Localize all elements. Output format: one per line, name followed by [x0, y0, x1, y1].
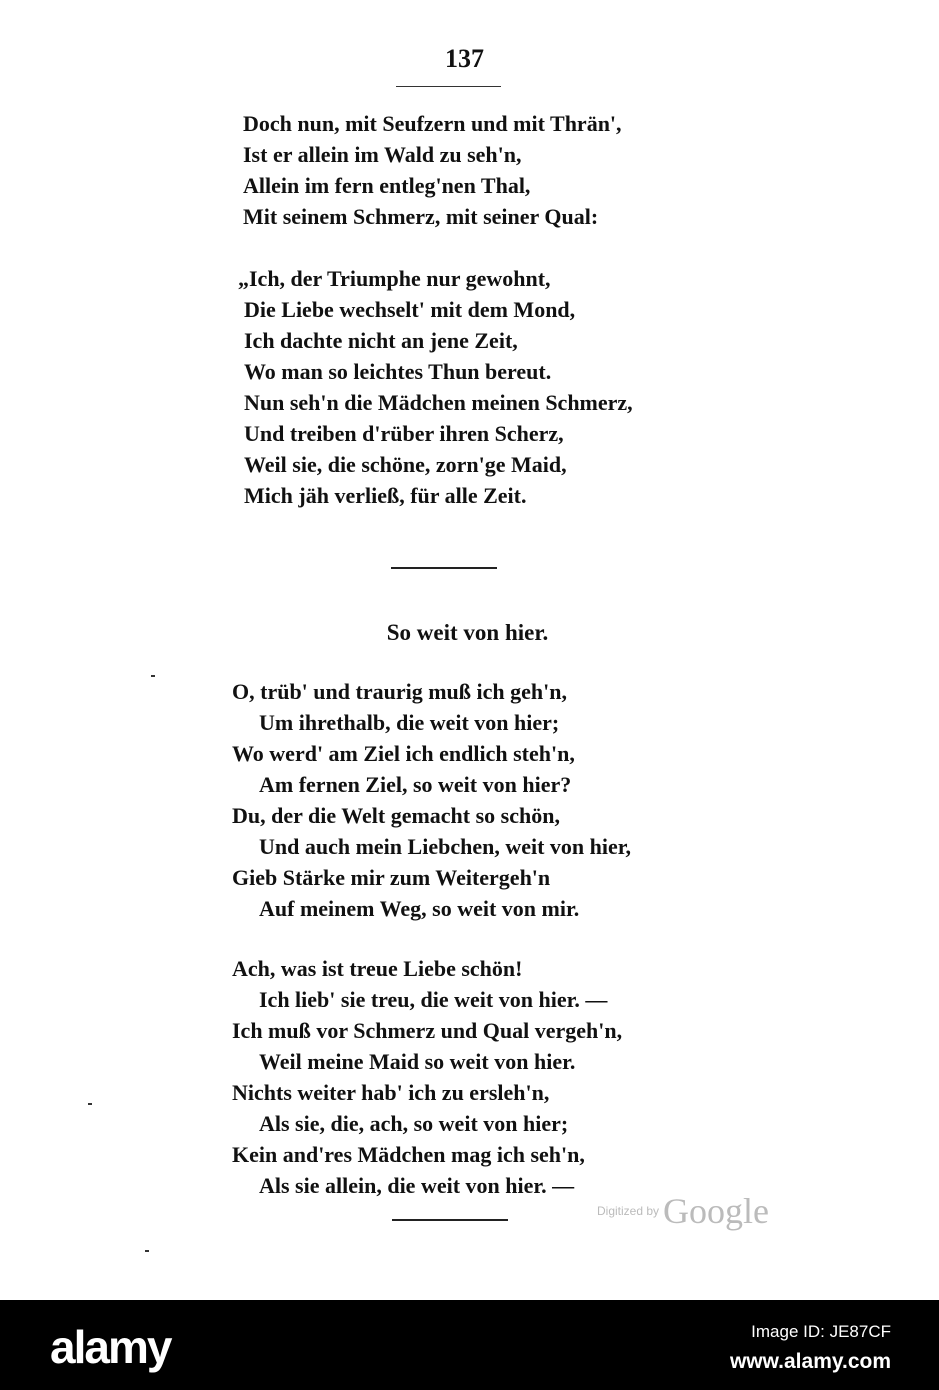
end-divider	[392, 1219, 508, 1221]
verse-line: Mich jäh verließ, für alle Zeit.	[244, 483, 527, 508]
verse-line: Allein im fern entleg'nen Thal,	[243, 173, 531, 198]
poem2-stanza-2	[232, 953, 622, 1201]
page-number: 137	[445, 44, 484, 73]
verse-line: Kein and'res Mädchen mag ich seh'n,	[232, 1142, 585, 1167]
verse-line: Um ihrethalb, die weit von hier;	[259, 710, 560, 735]
verse-line: Nun seh'n die Mädchen meinen Schmerz,	[244, 390, 633, 415]
google-logo: Google	[663, 1191, 770, 1231]
verse-line: Du, der die Welt gemacht so schön,	[232, 803, 560, 828]
verse-line: Weil meine Maid so weit von hier.	[259, 1049, 576, 1074]
alamy-footer	[0, 1300, 939, 1390]
verse-line: Nichts weiter hab' ich zu ersleh'n,	[232, 1080, 550, 1105]
scan-speck	[88, 1103, 92, 1105]
header-rule	[396, 86, 501, 87]
poem1-stanza-1	[243, 108, 622, 232]
verse-line: Ich lieb' sie treu, die weit von hier. —	[259, 987, 608, 1012]
poem1-stanza-2	[238, 263, 633, 511]
scan-speck	[145, 1250, 149, 1252]
verse-line: Die Liebe wechselt' mit dem Mond,	[244, 297, 576, 322]
verse-line: Gieb Stärke mir zum Weitergeh'n	[232, 865, 551, 890]
verse-line: Auf meinem Weg, so weit von mir.	[259, 896, 580, 921]
verse-line: Und treiben d'rüber ihren Scherz,	[244, 421, 564, 446]
google-watermark	[597, 1190, 769, 1232]
alamy-logo: alamy	[50, 1321, 171, 1373]
verse-line: Ach, was ist treue Liebe schön!	[232, 956, 523, 981]
verse-line: Wo werd' am Ziel ich endlich steh'n,	[232, 741, 575, 766]
image-id: Image ID: JE87CF	[751, 1322, 891, 1341]
verse-line: Als sie, die, ach, so weit von hier;	[259, 1111, 569, 1136]
poem2-stanza-1	[232, 676, 631, 924]
site-url: www.alamy.com	[729, 1350, 891, 1373]
verse-line: Als sie allein, die weit von hier. —	[259, 1173, 575, 1198]
verse-line: Doch nun, mit Seufzern und mit Thrän',	[243, 111, 622, 136]
verse-line: Weil sie, die schöne, zorn'ge Maid,	[244, 452, 567, 477]
digitized-by-text: Digitized by	[597, 1204, 660, 1218]
verse-line: Ist er allein im Wald zu seh'n,	[243, 142, 522, 167]
verse-line: Am fernen Ziel, so weit von hier?	[259, 772, 572, 797]
verse-line: „Ich, der Triumphe nur gewohnt,	[238, 266, 551, 291]
scan-speck	[151, 675, 155, 677]
verse-line: Mit seinem Schmerz, mit seiner Qual:	[243, 204, 599, 229]
verse-line: Und auch mein Liebchen, weit von hier,	[259, 834, 632, 859]
verse-line: Wo man so leichtes Thun bereut.	[244, 359, 552, 384]
section-divider	[391, 567, 497, 569]
verse-line: Ich muß vor Schmerz und Qual vergeh'n,	[232, 1018, 623, 1043]
poem-title: So weit von hier.	[386, 620, 549, 645]
verse-line: O, trüb' und traurig muß ich geh'n,	[232, 679, 567, 704]
verse-line: Ich dachte nicht an jene Zeit,	[244, 328, 518, 353]
